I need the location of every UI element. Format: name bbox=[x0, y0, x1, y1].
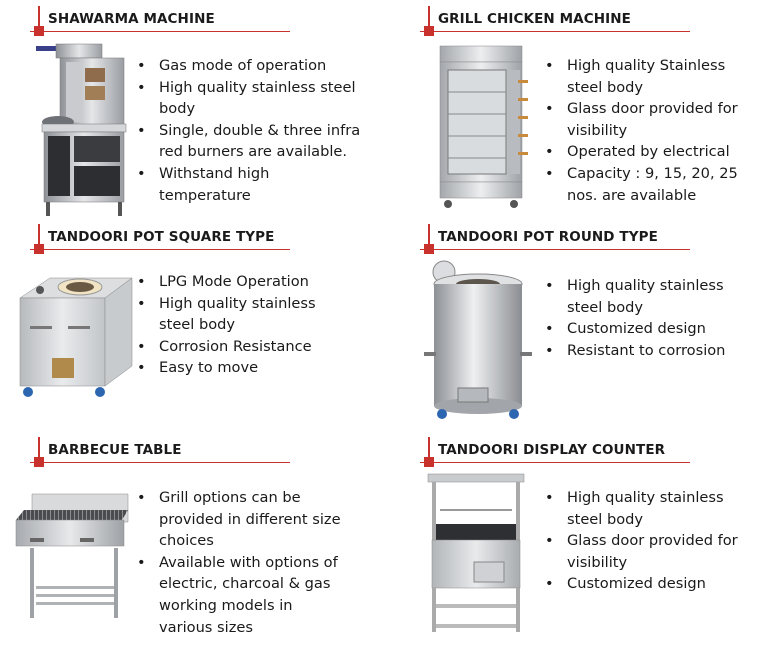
feature-list-tandoori-round bbox=[544, 275, 744, 361]
heading-underline bbox=[420, 31, 690, 33]
feature-list-shawarma bbox=[136, 55, 361, 206]
list-item: • Easy to move bbox=[136, 357, 336, 379]
tandoori-pot-square-photo bbox=[10, 268, 135, 408]
list-item: • Capacity : 9, 15, 20, 25 nos. are available bbox=[544, 163, 754, 206]
section-title: TANDOORI DISPLAY COUNTER bbox=[438, 442, 666, 458]
heading-underline bbox=[420, 249, 690, 251]
section-heading-barbecue bbox=[30, 437, 290, 467]
list-item: • High quality Stainless steel body bbox=[544, 55, 754, 98]
grill-chicken-machine-photo bbox=[432, 40, 532, 210]
section-title: SHAWARMA MACHINE bbox=[48, 11, 215, 27]
barbecue-table-photo bbox=[10, 480, 135, 630]
section-title: BARBECUE TABLE bbox=[48, 442, 182, 458]
heading-underline bbox=[30, 31, 290, 33]
list-item: • Customized design bbox=[544, 318, 744, 340]
list-item: • Corrosion Resistance bbox=[136, 336, 336, 358]
list-item: • Grill options can be provided in different size choices bbox=[136, 487, 346, 552]
list-item: • High quality stainless steel body bbox=[544, 487, 754, 530]
list-item: • High quality stainless steel body bbox=[136, 293, 336, 336]
heading-marker bbox=[34, 26, 44, 36]
list-item: • High quality stainless steel body bbox=[136, 77, 361, 120]
list-item: • Glass door provided for visibility bbox=[544, 98, 754, 141]
feature-list-tandoori-square bbox=[136, 271, 336, 379]
section-heading-shawarma bbox=[30, 6, 290, 36]
list-item: • Single, double & three infra red burners are available. bbox=[136, 120, 361, 163]
section-heading-tandoori-square bbox=[30, 224, 290, 254]
section-title: TANDOORI POT SQUARE TYPE bbox=[48, 229, 275, 245]
section-heading-tandoori-round bbox=[420, 224, 690, 254]
heading-marker bbox=[34, 244, 44, 254]
shawarma-machine-photo bbox=[30, 40, 130, 220]
list-item: • High quality stainless steel body bbox=[544, 275, 744, 318]
feature-list-grill-chicken bbox=[544, 55, 754, 206]
list-item: • Available with options of electric, charcoal & gas working models in various sizes bbox=[136, 552, 346, 638]
section-title: TANDOORI POT ROUND TYPE bbox=[438, 229, 658, 245]
tandoori-display-counter-photo bbox=[400, 466, 535, 642]
heading-underline bbox=[420, 462, 690, 464]
section-heading-grill-chicken bbox=[420, 6, 690, 36]
heading-marker bbox=[34, 457, 44, 467]
feature-list-display-counter bbox=[544, 487, 754, 595]
list-item: • Customized design bbox=[544, 573, 754, 595]
heading-underline bbox=[30, 462, 290, 464]
heading-underline bbox=[30, 249, 290, 251]
list-item: • Glass door provided for visibility bbox=[544, 530, 754, 573]
tandoori-pot-round-photo bbox=[420, 258, 535, 423]
section-title: GRILL CHICKEN MACHINE bbox=[438, 11, 631, 27]
section-heading-display-counter bbox=[420, 437, 690, 467]
list-item: • Withstand high temperature bbox=[136, 163, 361, 206]
heading-marker bbox=[424, 26, 434, 36]
list-item: • Resistant to corrosion bbox=[544, 340, 744, 362]
list-item: • Operated by electrical bbox=[544, 141, 754, 163]
list-item: • LPG Mode Operation bbox=[136, 271, 336, 293]
heading-marker bbox=[424, 244, 434, 254]
list-item: • Gas mode of operation bbox=[136, 55, 361, 77]
feature-list-barbecue bbox=[136, 487, 346, 638]
